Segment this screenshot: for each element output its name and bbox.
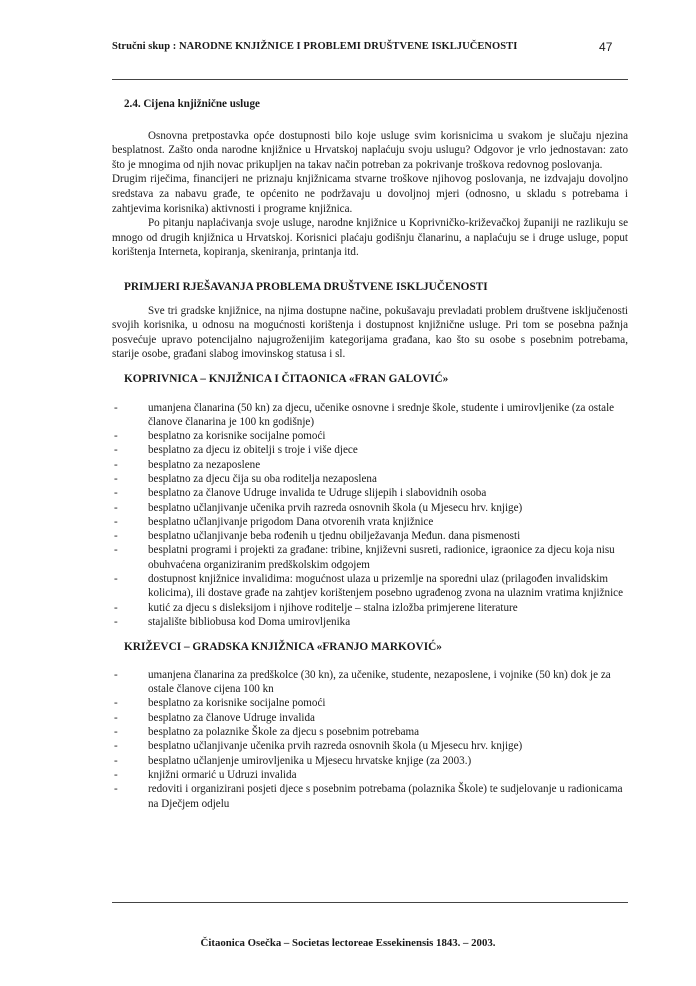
- section-title: 2.4. Cijena knjižnične usluge: [124, 98, 260, 110]
- paragraph: Po pitanju naplaćivanja svoje usluge, narodne knjižnice u Koprivničko-križevačkoj županiji ne razlikuju se mnogo od drugih knjižnica u Hrvatskoj. Korisnici plaćaju godišnju članarinu, a naplaćuju se i druge usluge, poput korištenja Interneta, kopiranja, skeniranja, printanja itd.: [112, 217, 628, 259]
- header-title: Stručni skup : NARODNE KNJIŽNICE I PROBLEMI DRUŠTVENE ISKLJUČENOSTI: [112, 41, 518, 52]
- page-footer: Čitaonica Osečka – Societas lectoreae Essekinensis 1843. – 2003.: [200, 937, 496, 949]
- koprivnica-list: [112, 401, 628, 630]
- list-item: - knjižni ormarić u Udruzi invalida: [112, 768, 628, 782]
- list-item: - besplatno učlanjivanje prigodom Dana otvorenih vrata knjižnice: [112, 515, 628, 529]
- header-rule: [112, 79, 628, 80]
- krizevci-list: [112, 668, 628, 811]
- list-item: - besplatni programi i projekti za građane: tribine, književni susreti, radionice, igraonice za djecu koja nisu obuhvaćena organiziranim predškolskim odgojem: [112, 543, 628, 572]
- list-item: - besplatno za polaznike Škole za djecu s posebnim potrebama: [112, 725, 628, 739]
- list-item: - besplatno učlanjenje umirovljenika u Mjesecu hrvatske knjige (za 2003.): [112, 754, 628, 768]
- list-item: - kutić za djecu s disleksijom i njihove roditelje – stalna izložba primjerene literature: [112, 601, 628, 615]
- paragraph: Drugim riječima, financijeri ne priznaju knjižnicama stvarne troškove njihovog poslovanja, ne izdvajaju dovoljno sredstava za nabavu građe, te općenito ne podržavaju u dovoljnoj mjeri (odnosno, u skladu s potrebama i zahtjevima korisnika) aktivnosti i programe knjižnica.: [112, 173, 628, 215]
- list-item: - besplatno za djecu iz obitelji s troje i više djece: [112, 443, 628, 457]
- list-item: - dostupnost knjižnice invalidima: mogućnost ulaza u prizemlje na sporedni ulaz (prilagođen invalidskim kolicima), ili dostave građe na zahtjev korištenjem posebno ugrađenog zvona na ulaznim vratima knjižnice: [112, 572, 628, 601]
- footer-rule: [112, 902, 628, 903]
- list-item: - besplatno učlanjivanje učenika prvih razreda osnovnih škola (u Mjesecu hrv. knjige): [112, 501, 628, 515]
- list-item: - besplatno za korisnike socijalne pomoći: [112, 696, 628, 710]
- list-item: - besplatno učlanjivanje beba rođenih u tjednu obilježavanja Međun. dana pismenosti: [112, 529, 628, 543]
- list-item: - umanjena članarina za predškolce (30 kn), za učenike, studente, nezaposlene, i vojnike (50 kn) dok je za ostale članove cijena 100 kn: [112, 668, 628, 697]
- section-heading-krizevci: KRIŽEVCI – GRADSKA KNJIŽNICA «FRANJO MARKOVIĆ»: [124, 641, 442, 654]
- list-item: - besplatno za djecu čija su oba roditelja nezaposlena: [112, 472, 628, 486]
- page-body: [112, 97, 628, 811]
- running-header: [112, 40, 613, 57]
- list-item: - stajalište bibliobusa kod Doma umirovljenika: [112, 615, 628, 629]
- list-item: - besplatno za nezaposlene: [112, 458, 628, 472]
- list-item: - besplatno za članove Udruge invalida: [112, 711, 628, 725]
- list-item: - umanjena članarina (50 kn) za djecu, učenike osnovne i srednje škole, studente i umirovljenike (za ostale članove članarina je 100 kn godišnje): [112, 401, 628, 430]
- section-heading-koprivnica: KOPRIVNICA – KNJIŽNICA I ČITAONICA «FRAN GALOVIĆ»: [124, 372, 449, 385]
- paragraph: Osnovna pretpostavka opće dostupnosti bilo koje usluge svim korisnicima u svakom je slučaju njezina besplatnost. Zašto onda narodne knjižnice u Hrvatskoj naplaćuju svoju uslugu? Odgovor je vrlo jednostavan: zato što je mnogima od njih novac prikupljen na takav način potreban za pokrivanje troškova redovnog poslovanja.: [112, 129, 628, 171]
- list-item: - besplatno učlanjivanje učenika prvih razreda osnovnih škola (u Mjesecu hrv. knjige): [112, 739, 628, 753]
- list-item: - besplatno za članove Udruge invalida te Udruge slijepih i slabovidnih osoba: [112, 486, 628, 500]
- page-number: 47: [599, 40, 613, 54]
- paragraph: Sve tri gradske knjižnice, na njima dostupne načine, pokušavaju prevladati problem društvene isključenosti svojih korisnika, u odnosu na mogućnosti korištenja i dostupnost knjižnične usluge. Pri tom se posebna pažnja posvećuje upravo potencijalno najugroženijim kategorijama građana, kao što su osobe s posebnim potrebama, starije osobe, građani slabog imovinskog statusa i sl.: [112, 304, 628, 361]
- list-item: - redoviti i organizirani posjeti djece s posebnim potrebama (polaznika Škole) te sudjelovanje u radionicama na Dječjem odjelu: [112, 782, 628, 811]
- section-heading-primjeri: PRIMJERI RJEŠAVANJA PROBLEMA DRUŠTVENE ISKLJUČENOSTI: [124, 280, 488, 293]
- list-item: - besplatno za korisnike socijalne pomoći: [112, 429, 628, 443]
